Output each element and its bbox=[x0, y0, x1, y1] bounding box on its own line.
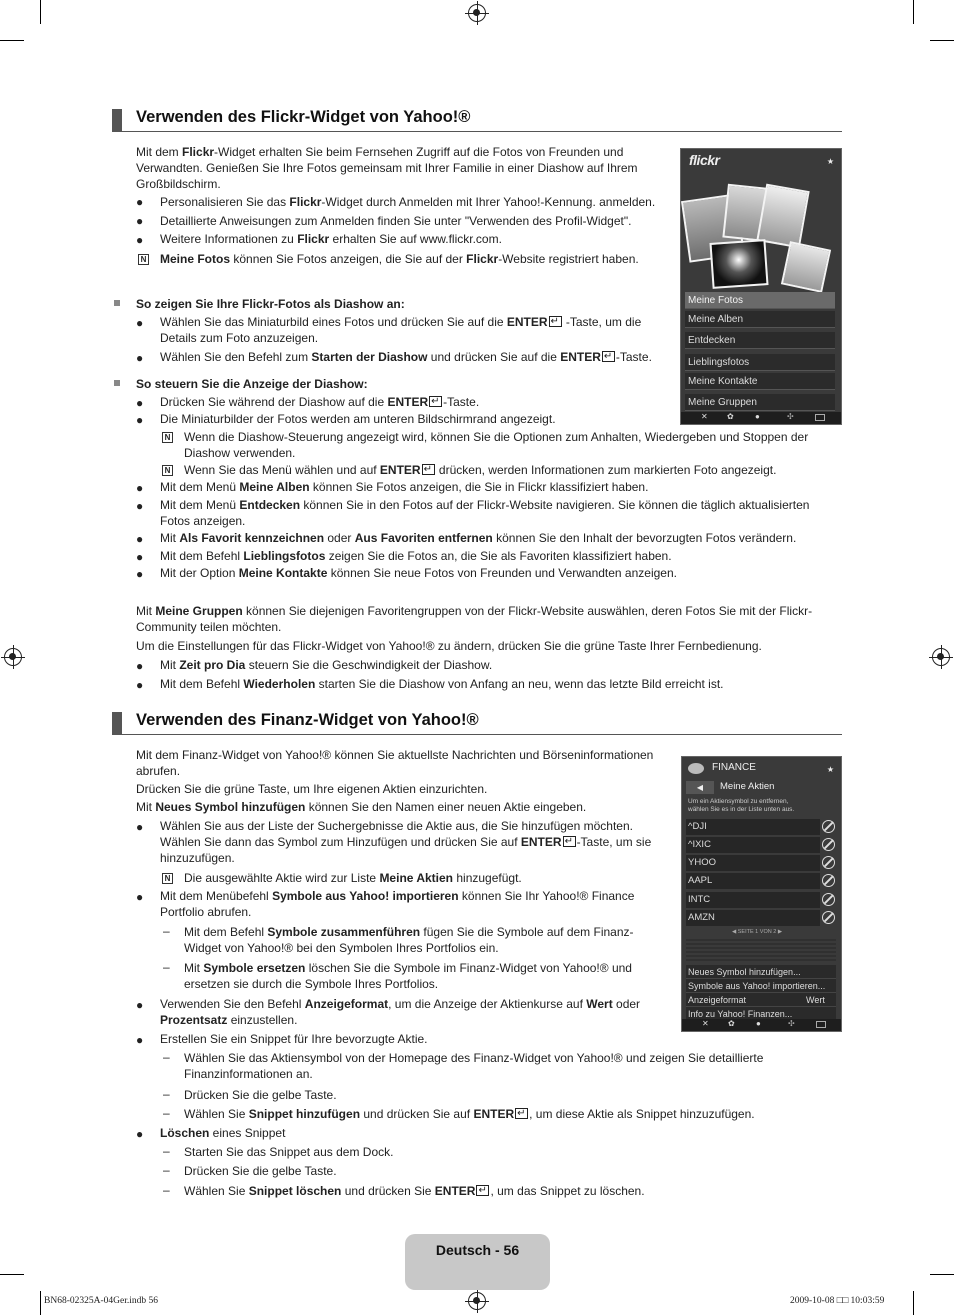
note-icon: N bbox=[162, 465, 173, 476]
bullet: ● bbox=[136, 532, 144, 546]
format-value: Wert bbox=[806, 995, 825, 1005]
empty-area bbox=[686, 939, 836, 963]
registration-mark-icon bbox=[932, 648, 950, 666]
finance-menu-item[interactable]: Symbole aus Yahoo! importieren... bbox=[686, 979, 836, 993]
flickr-widget-screenshot bbox=[680, 148, 842, 425]
navigation-icon[interactable]: ✣ bbox=[787, 412, 794, 421]
note-text: Meine Fotos können Sie Fotos anzeigen, die Sie auf der Flickr-Website registriert haben. bbox=[160, 252, 639, 266]
close-icon[interactable]: ✕ bbox=[702, 1019, 709, 1028]
bullet: ● bbox=[136, 678, 144, 692]
dash: – bbox=[163, 1163, 170, 1177]
list-item: Drücken Sie die gelbe Taste. bbox=[184, 1088, 337, 1102]
stock-row[interactable]: ^DJI bbox=[686, 819, 820, 835]
print-slug-left: BN68-02325A-04Ger.indb 56 bbox=[44, 1296, 158, 1306]
list-item: Wählen Sie aus der Liste der Suchergebnisse die Aktie aus, die Sie hinzufügen möchten. Wählen Sie dann das Symbol zum Hinzufügen und drücken Sie auf ENTER↵ -Taste, um sie hinzuzufügen. bbox=[160, 818, 680, 866]
bullet: ● bbox=[136, 233, 144, 247]
control-bar bbox=[681, 412, 841, 424]
paragraph: Drücken Sie die grüne Taste, um Ihre eigenen Aktien einzurichten. bbox=[136, 782, 488, 796]
stock-row[interactable]: AAPL bbox=[686, 873, 820, 889]
list-item: Detaillierte Anweisungen zum Anmelden finden Sie unter "Verwenden des Profil-Widget". bbox=[160, 214, 632, 228]
exit-icon[interactable] bbox=[816, 1021, 826, 1028]
list-item: Mit dem Menü Entdecken können Sie in den Fotos auf der Flickr-Website navigieren. Sie können die täglich aktualisierten Fotos anzeigen. bbox=[160, 498, 810, 528]
flickr-menu-item[interactable]: Meine Gruppen bbox=[685, 394, 835, 411]
stock-row[interactable]: YHOO bbox=[686, 855, 820, 871]
intro-paragraph: Mit dem Finanz-Widget von Yahoo!® können Sie aktuellste Nachrichten und Börseninformationen abrufen. bbox=[136, 748, 654, 778]
finance-widget-screenshot bbox=[681, 756, 842, 1032]
enter-key-icon bbox=[549, 316, 562, 327]
dash: – bbox=[163, 1050, 170, 1064]
square-bullet-icon bbox=[114, 380, 120, 386]
section-header-flickr bbox=[112, 109, 842, 132]
enter-key-icon bbox=[602, 351, 615, 362]
stock-row[interactable]: INTC bbox=[686, 892, 820, 908]
hint-text: Um ein Aktiensymbol zu entfernen, wählen Sie es in der Liste unten aus. bbox=[688, 798, 795, 813]
bullet: ● bbox=[136, 351, 144, 365]
remove-icon[interactable] bbox=[822, 893, 835, 906]
remove-icon[interactable] bbox=[822, 820, 835, 833]
list-item: Wählen Sie das Miniaturbild eines Fotos und drücken Sie auf die ENTER↵ -Taste, um die Details zum Foto anzuzeigen. bbox=[160, 314, 680, 346]
list-item: Personalisieren Sie das Flickr-Widget durch Anmelden mit Ihrer Yahoo!-Kennung. anmelden. bbox=[160, 195, 656, 209]
list-item: Wählen Sie den Befehl zum Starten der Diashow und drücken Sie auf die ENTER↵ -Taste. bbox=[160, 349, 680, 365]
list-item: Drücken Sie die gelbe Taste. bbox=[184, 1164, 337, 1178]
enter-key-icon bbox=[429, 396, 442, 407]
bullet: ● bbox=[136, 316, 144, 330]
finance-menu-item[interactable]: Neues Symbol hinzufügen... bbox=[686, 965, 836, 979]
bullet: ● bbox=[136, 550, 144, 564]
chevron-right-icon[interactable]: ▶ bbox=[777, 929, 783, 935]
bullet: ● bbox=[136, 1127, 144, 1141]
bullet: ● bbox=[136, 214, 144, 228]
list-item: Drücken Sie während der Diashow auf die ENTER↵ -Taste. bbox=[160, 394, 680, 410]
enter-key-icon bbox=[515, 1108, 528, 1119]
dash: – bbox=[163, 1087, 170, 1101]
bullet: ● bbox=[136, 998, 144, 1012]
dash: – bbox=[163, 1106, 170, 1120]
enter-key-icon bbox=[422, 464, 435, 475]
bullet: ● bbox=[136, 499, 144, 513]
navigation-icon[interactable]: ✣ bbox=[788, 1019, 795, 1028]
back-button[interactable]: ◀ bbox=[686, 781, 714, 794]
remove-icon[interactable] bbox=[822, 856, 835, 869]
bullet: ● bbox=[136, 567, 144, 581]
finance-menu-item[interactable]: Info zu Yahoo! Finanzen... bbox=[686, 1007, 836, 1021]
section-bar bbox=[112, 109, 122, 131]
bullet: ● bbox=[136, 195, 144, 209]
list-item: Mit dem Befehl Wiederholen starten Sie die Diashow von Anfang an neu, wenn das letzte Bild erreicht ist. bbox=[160, 677, 724, 691]
list-item: Starten Sie das Snippet aus dem Dock. bbox=[184, 1145, 394, 1159]
list-item: Mit Als Favorit kennzeichnen oder Aus Favoriten entfernen können Sie den Inhalt der bevorzugten Fotos verändern. bbox=[160, 531, 797, 545]
note-icon: N bbox=[162, 432, 173, 443]
finance-header: FINANCE bbox=[712, 762, 756, 773]
control-bar bbox=[682, 1019, 841, 1031]
flickr-menu-item[interactable]: Meine Kontakte bbox=[685, 373, 835, 390]
list-item: Die Miniaturbilder der Fotos werden am unteren Bildschirmrand angezeigt. bbox=[160, 412, 556, 426]
bullet: ● bbox=[136, 1033, 144, 1047]
dash: – bbox=[163, 960, 170, 974]
submenu-title: Meine Aktien bbox=[720, 781, 775, 792]
flickr-menu-item[interactable]: Meine Fotos bbox=[685, 292, 835, 309]
registration-mark-icon bbox=[468, 4, 486, 22]
bullet: ● bbox=[136, 820, 144, 834]
list-item: Mit dem Menü Meine Alben können Sie Fotos anzeigen, die Sie in Flickr klassifiziert haben. bbox=[160, 480, 649, 494]
list-item: Mit dem Befehl Lieblingsfotos zeigen Sie die Fotos an, die Sie als Favoriten klassifiziert haben. bbox=[160, 549, 672, 563]
exit-icon[interactable] bbox=[815, 414, 825, 421]
enter-key-icon bbox=[563, 836, 576, 847]
paragraph: Mit Neues Symbol hinzufügen können Sie den Namen einer neuen Aktie eingeben. bbox=[136, 800, 587, 814]
list-item: Mit der Option Meine Kontakte können Sie neue Fotos von Freunden und Verwandten anzeigen. bbox=[160, 566, 677, 580]
color-keys-icon[interactable]: ● bbox=[756, 1019, 761, 1028]
stock-row[interactable]: AMZN bbox=[686, 910, 820, 926]
list-item: Mit Symbole ersetzen löschen Sie die Symbole im Finanz-Widget von Yahoo!® und ersetzen sie durch die Symbole Ihres Portfolios. bbox=[184, 961, 632, 991]
settings-icon[interactable]: ✿ bbox=[728, 1019, 735, 1028]
section-header-finance bbox=[112, 712, 842, 735]
registration-mark-icon bbox=[4, 648, 22, 666]
yahoo-logo-icon bbox=[688, 763, 704, 774]
list-item: Weitere Informationen zu Flickr erhalten Sie auf www.flickr.com. bbox=[160, 232, 502, 246]
color-keys-icon[interactable]: ● bbox=[755, 412, 760, 421]
section-title: Verwenden des Finanz-Widget von Yahoo!® bbox=[136, 711, 479, 729]
flickr-menu-item[interactable]: Meine Alben bbox=[685, 311, 835, 328]
close-icon[interactable]: ✕ bbox=[701, 412, 708, 421]
flickr-menu-item[interactable]: Entdecken bbox=[685, 332, 835, 349]
note-text: Wenn Sie das Menü wählen und auf ENTER↵ drücken, werden Informationen zum markierten Foto angezeigt. bbox=[184, 462, 844, 478]
print-slug-right: 2009-10-08 □□ 10:03:59 bbox=[790, 1296, 885, 1306]
flickr-logo: flickr bbox=[689, 152, 720, 168]
remove-icon[interactable] bbox=[822, 838, 835, 851]
note-text: Wenn die Diashow-Steuerung angezeigt wird, können Sie die Optionen zum Anhalten, Wiedergeben und Stoppen der Diashow verwenden. bbox=[184, 430, 809, 460]
section-title: Verwenden des Flickr-Widget von Yahoo!® bbox=[136, 108, 471, 126]
list-item: Mit dem Befehl Symbole zusammenführen fügen Sie die Symbole auf dem Finanz- Widget von Yahoo!® bei den Symbolen Ihres Portfolios ein. bbox=[184, 925, 634, 955]
section-bar bbox=[112, 712, 122, 734]
list-item: Mit Zeit pro Dia steuern Sie die Geschwindigkeit der Diashow. bbox=[160, 658, 493, 672]
list-item: Wählen Sie Snippet löschen und drücken Sie ENTER↵ , um das Snippet zu löschen. bbox=[184, 1183, 844, 1199]
bullet: ● bbox=[136, 413, 144, 427]
remove-icon[interactable] bbox=[822, 911, 835, 924]
remove-icon[interactable] bbox=[822, 874, 835, 887]
page-number-tab bbox=[405, 1234, 550, 1290]
stock-row[interactable]: ^IXIC bbox=[686, 837, 820, 853]
enter-key-icon bbox=[476, 1185, 489, 1196]
bullet: ● bbox=[136, 396, 144, 410]
paragraph: Mit Meine Gruppen können Sie diejenigen Favoritengruppen von der Flickr-Website auswählen, deren Fotos Sie mit der Flickr- Community teilen möchten. bbox=[136, 604, 813, 634]
chevron-left-icon[interactable]: ◀ bbox=[732, 929, 737, 935]
dash: – bbox=[163, 1144, 170, 1158]
registration-mark-icon bbox=[468, 1292, 486, 1310]
paragraph: Um die Einstellungen für das Flickr-Widget von Yahoo!® zu ändern, drücken Sie die grüne Taste Ihrer Fernbedienung. bbox=[136, 639, 762, 653]
list-item: Verwenden Sie den Befehl Anzeigeformat, um die Anzeige der Aktienkurse auf Wert oder Prozentsatz einzustellen. bbox=[160, 997, 641, 1027]
finance-menu-item[interactable]: Anzeigeformat Wert bbox=[686, 993, 836, 1007]
note-text: Die ausgewählte Aktie wird zur Liste Meine Aktien hinzugefügt. bbox=[184, 871, 522, 885]
list-item: Mit dem Menübefehl Symbole aus Yahoo! importieren können Sie Ihr Yahoo!® Finance Portfolio abrufen. bbox=[160, 889, 635, 919]
settings-icon[interactable]: ✿ bbox=[727, 412, 734, 421]
dash: – bbox=[163, 1183, 170, 1197]
photo-thumbnail bbox=[781, 241, 831, 293]
page-indicator: ◀ SEITE 1 VON 2 ▶ bbox=[732, 929, 783, 935]
bullet: ● bbox=[136, 659, 144, 673]
note-icon: N bbox=[162, 873, 173, 884]
intro-paragraph: Mit dem Flickr-Widget erhalten Sie beim Fernsehen Zugriff auf die Fotos von Freunden und Verwandten. Genießen Sie Ihre Fotos gemeinsam mit Ihrer Familie in einer Diashow auf Ihrem Großbildschirm. bbox=[136, 145, 638, 191]
square-bullet-icon bbox=[114, 300, 120, 306]
list-item: Erstellen Sie ein Snippet für Ihre bevorzugte Aktie. bbox=[160, 1032, 428, 1046]
photo-thumbnail bbox=[709, 239, 768, 289]
subheading: So steuern Sie die Anzeige der Diashow: bbox=[136, 377, 368, 391]
list-item: Löschen eines Snippet bbox=[160, 1126, 286, 1140]
dash: – bbox=[163, 924, 170, 938]
page-number: Deutsch - 56 bbox=[435, 1242, 520, 1258]
home-icon: ★ bbox=[826, 157, 834, 166]
subheading: So zeigen Sie Ihre Flickr-Fotos als Diashow an: bbox=[136, 297, 405, 311]
flickr-menu-item[interactable]: Lieblingsfotos bbox=[685, 354, 835, 371]
list-item: Wählen Sie Snippet hinzufügen und drücken Sie auf ENTER↵ , um diese Aktie als Snippet hinzuzufügen. bbox=[184, 1106, 844, 1122]
bullet: ● bbox=[136, 481, 144, 495]
note-icon: N bbox=[138, 254, 149, 265]
bullet: ● bbox=[136, 890, 144, 904]
home-icon: ★ bbox=[826, 765, 834, 774]
list-item: Wählen Sie das Aktiensymbol von der Homepage des Finanz-Widget von Yahoo!® und zeigen Sie detaillierte Finanzinformationen an. bbox=[184, 1051, 764, 1081]
